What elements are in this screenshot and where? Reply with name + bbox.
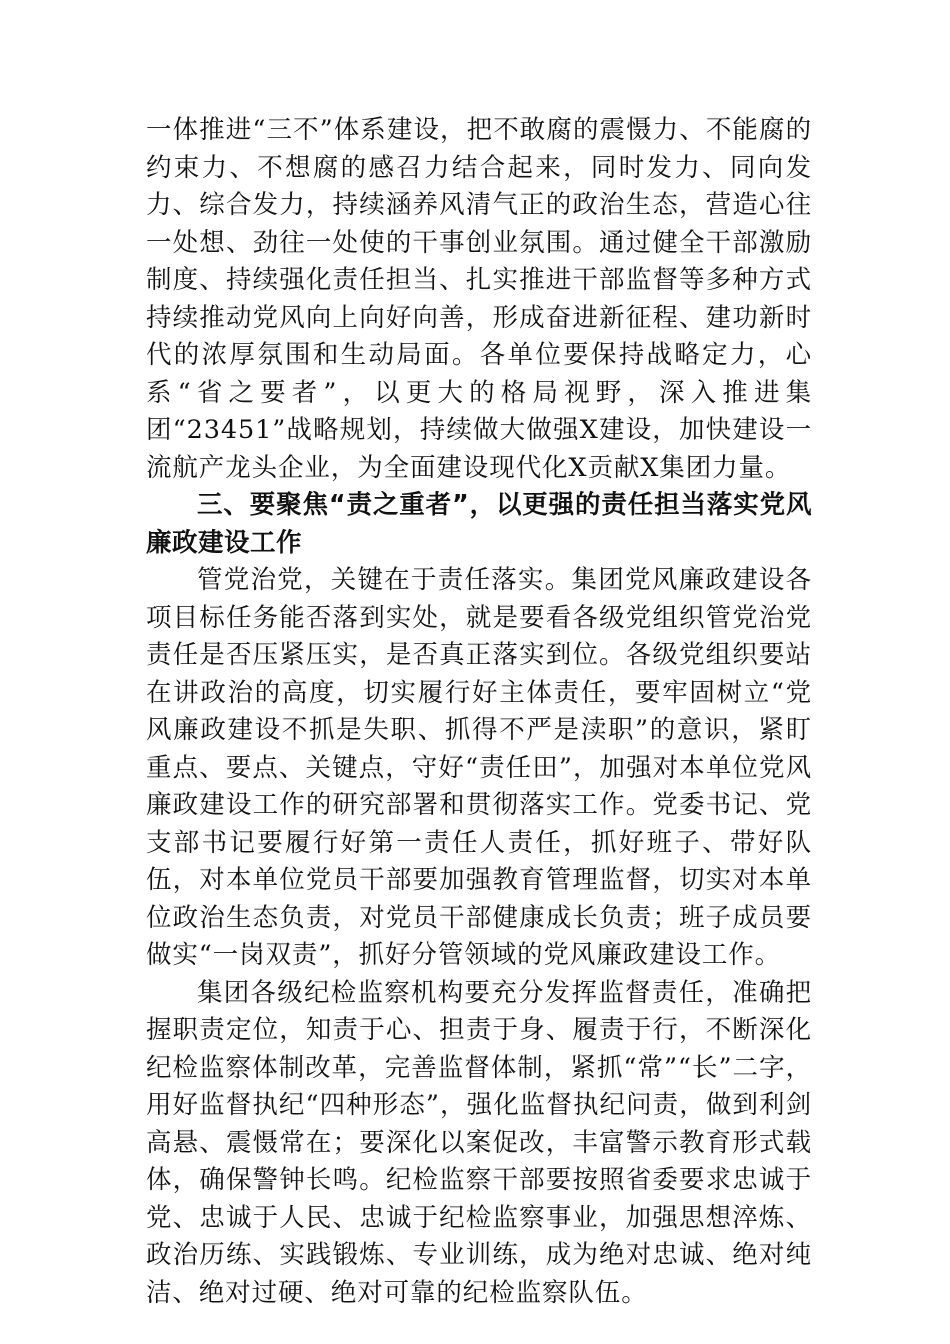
document-page	[146, 112, 812, 1312]
section-heading: 三、要聚焦“责之重者”，以更强的责任担当落实党风廉政建设工作	[146, 490, 812, 558]
body-paragraph: 集团各级纪检监察机构要充分发挥监督责任，准确把握职责定位，知责于心、担责于身、履责于行，不断深化纪检监察体制改革，完善监督体制，紧抓“常”“长”二字，用好监督执纪“四种形态”，强化监督执纪问责，做到利剑高悬、震慑常在；要深化以案促改，丰富警示教育形式载体，确保警钟长鸣。纪检监察干部要按照省委要求忠诚于党、忠诚于人民、忠诚于纪检监察事业，加强思想淬炼、政治历练、实践锻炼、专业训练，成为绝对忠诚、绝对纯洁、绝对过硬、绝对可靠的纪检监察队伍。	[146, 977, 812, 1308]
body-paragraph: 管党治党，关键在于责任落实。集团党风廉政建设各项目标任务能否落到实处，就是要看各级党组织管党治党责任是否压紧压实，是否真正落实到位。各级党组织要站在讲政治的高度，切实履行好主体责任，要牢固树立“党风廉政建设不抓是失职、抓得不严是渎职”的意识，紧盯重点、要点、关键点，守好“责任田”，加强对本单位党风廉政建设工作的研究部署和贯彻落实工作。党委书记、党支部书记要履行好第一责任人责任，抓好班子、带好队伍，对本单位党员干部要加强教育管理监督，切实对本单位政治生态负责，对党员干部健康成长负责；班子成员要做实“一岗双责”，抓好分管领域的党风廉政建设工作。	[146, 565, 812, 970]
body-paragraph: 一体推进“三不”体系建设，把不敢腐的震慑力、不能腐的约束力、不想腐的感召力结合起来，同时发力、同向发力、综合发力，持续涵养风清气正的政治生态，营造心往一处想、劲往一处使的干事创业氛围。通过健全干部激励制度、持续强化责任担当、扎实推进干部监督等多种方式持续推动党风向上向好向善，形成奋进新征程、建功新时代的浓厚氛围和生动局面。各单位要保持战略定力，心系“省之要者”，以更大的格局视野，深入推进集团“23451”战略规划，持续做大做强X建设，加快建设一流航产龙头企业，为全面建设现代化X贡献X集团力量。	[146, 115, 812, 483]
